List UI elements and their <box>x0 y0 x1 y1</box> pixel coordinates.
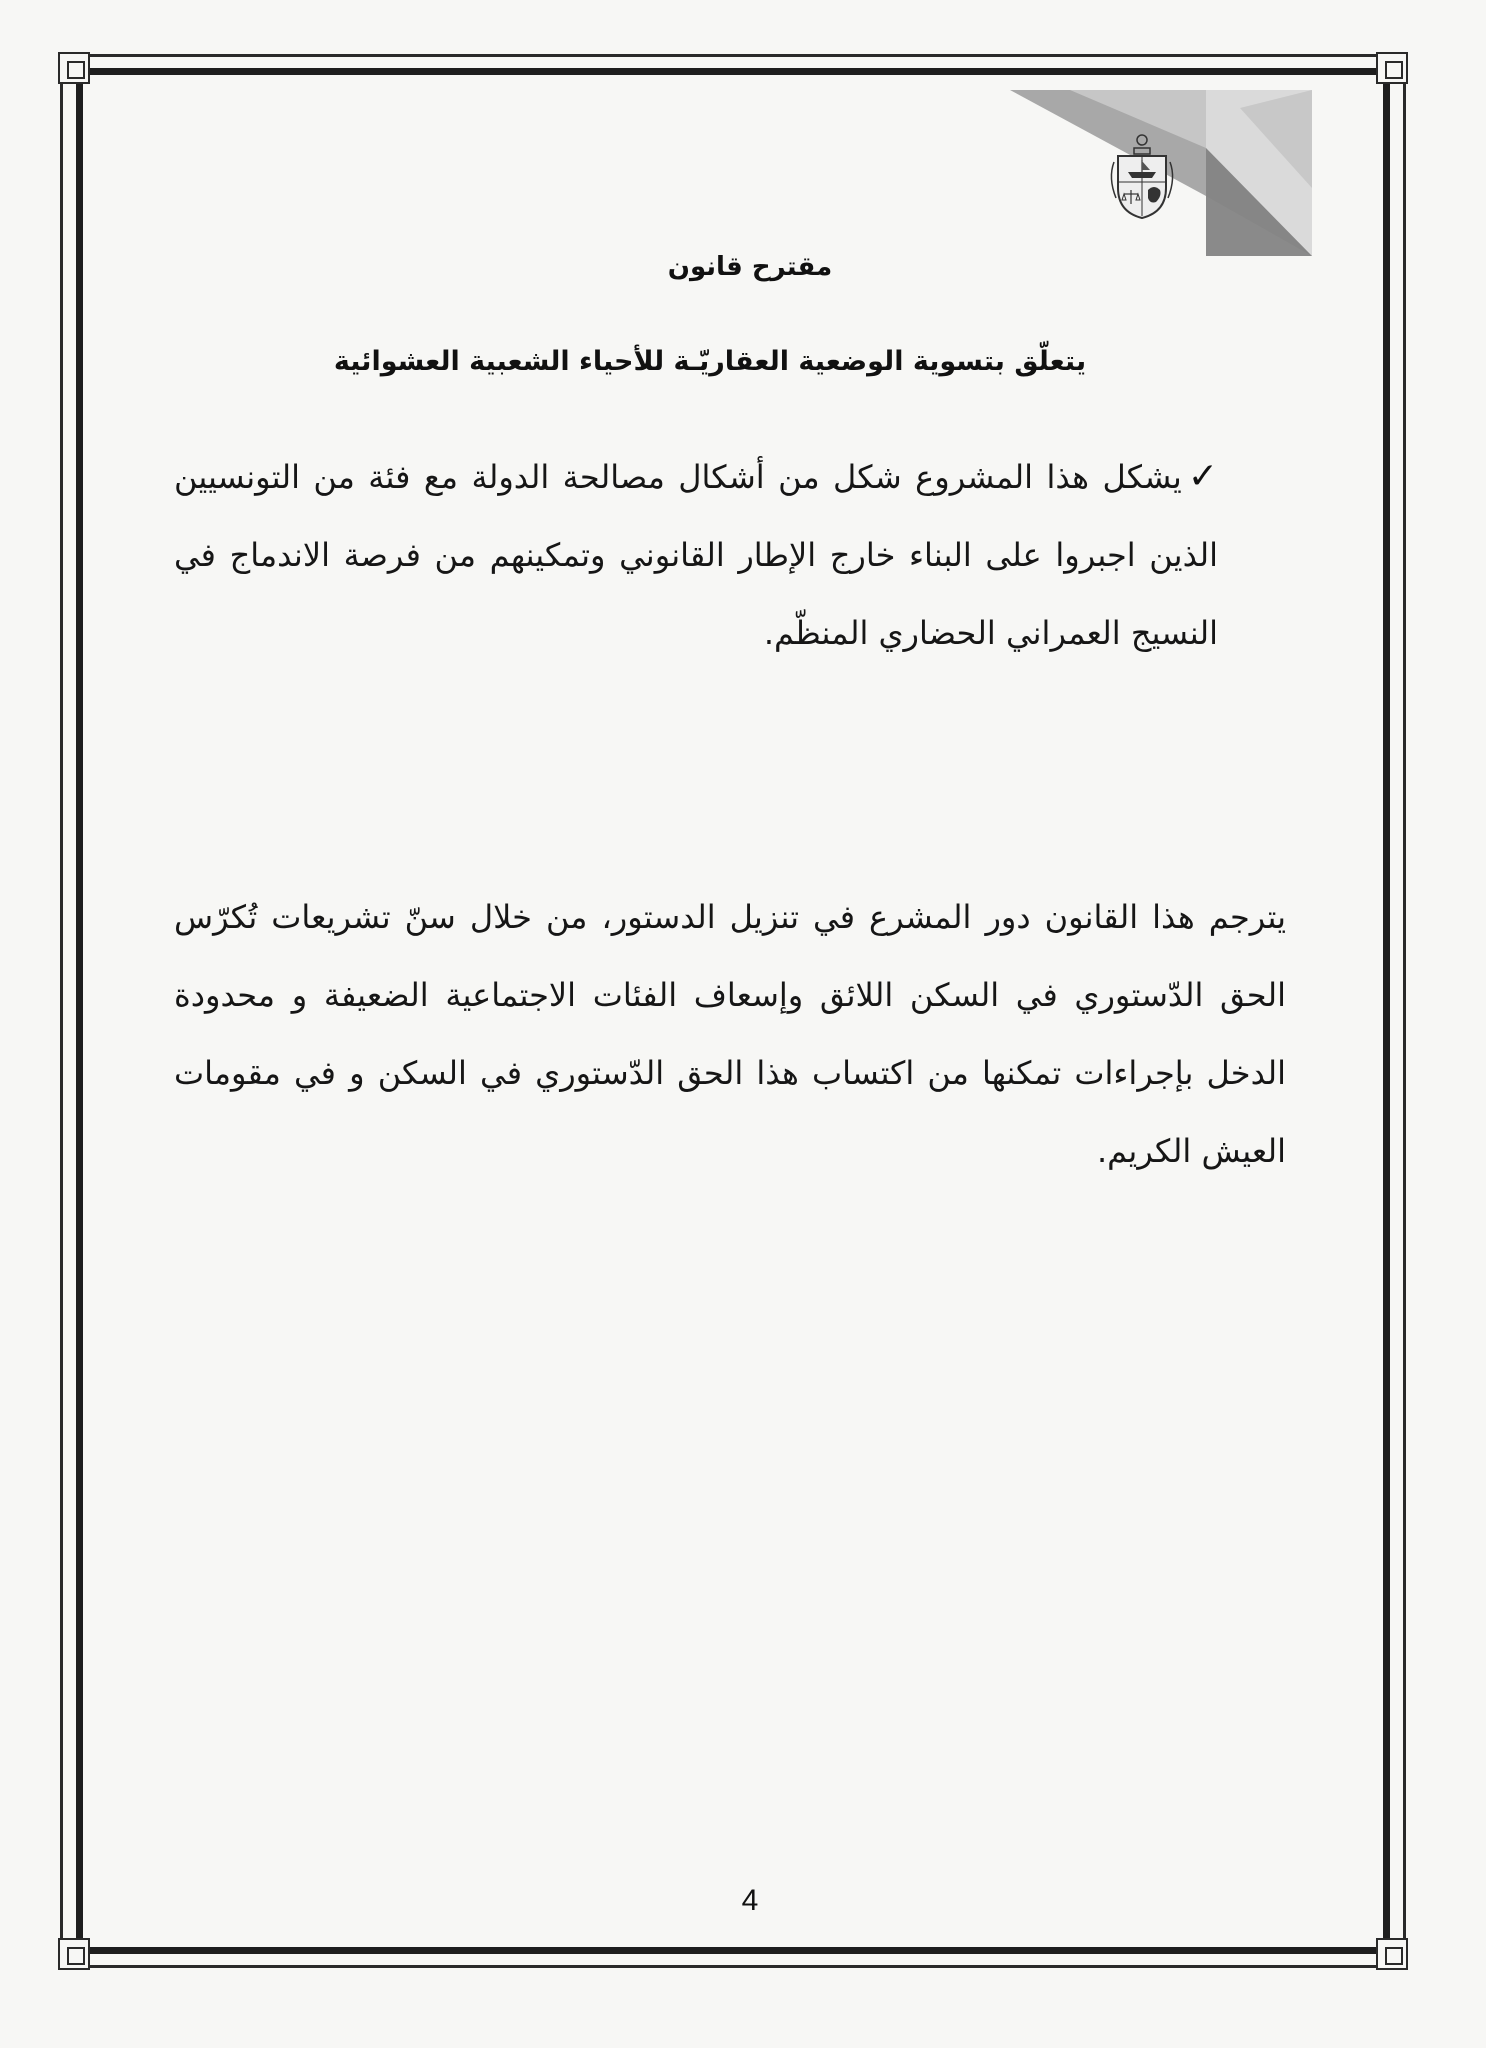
paragraph-1-text: يشكل هذا المشروع شكل من أشكال مصالحة الدولة مع فئة من التونسيين الذين اجبروا على البناء خارج الإطار القانوني وتمكينهم من فرصة الاندماج في النسيج العمراني الحضاري المنظّم. <box>174 458 1218 652</box>
page-number: 4 <box>741 1884 759 1917</box>
paragraph-2 <box>174 878 1286 1190</box>
document-title: مقترح قانون <box>667 252 833 282</box>
border-corner-ornament <box>1376 52 1408 84</box>
paragraph-1 <box>174 438 1218 672</box>
paragraph-2-text: يترجم هذا القانون دور المشرع في تنزيل الدستور، من خلال سنّ تشريعات تُكرّس الحق الدّستوري في السكن اللائق وإسعاف الفئات الاجتماعية الضعيفة و محدودة الدخل بإجراءات تمكنها من اكتساب هذا الحق الدّستوري في السكن و في مقومات العيش الكريم. <box>174 898 1286 1170</box>
tunisia-coat-of-arms-icon <box>1010 88 1316 258</box>
border-corner-ornament <box>58 52 90 84</box>
checkmark-icon: ✓ <box>1187 456 1218 497</box>
border-corner-ornament <box>1376 1938 1408 1970</box>
border-corner-ornament <box>58 1938 90 1970</box>
header-emblem <box>1010 88 1316 258</box>
document-subtitle: يتعلّق بتسوية الوضعية العقاريّـة للأحياء الشعبية العشوائية <box>333 346 1087 377</box>
